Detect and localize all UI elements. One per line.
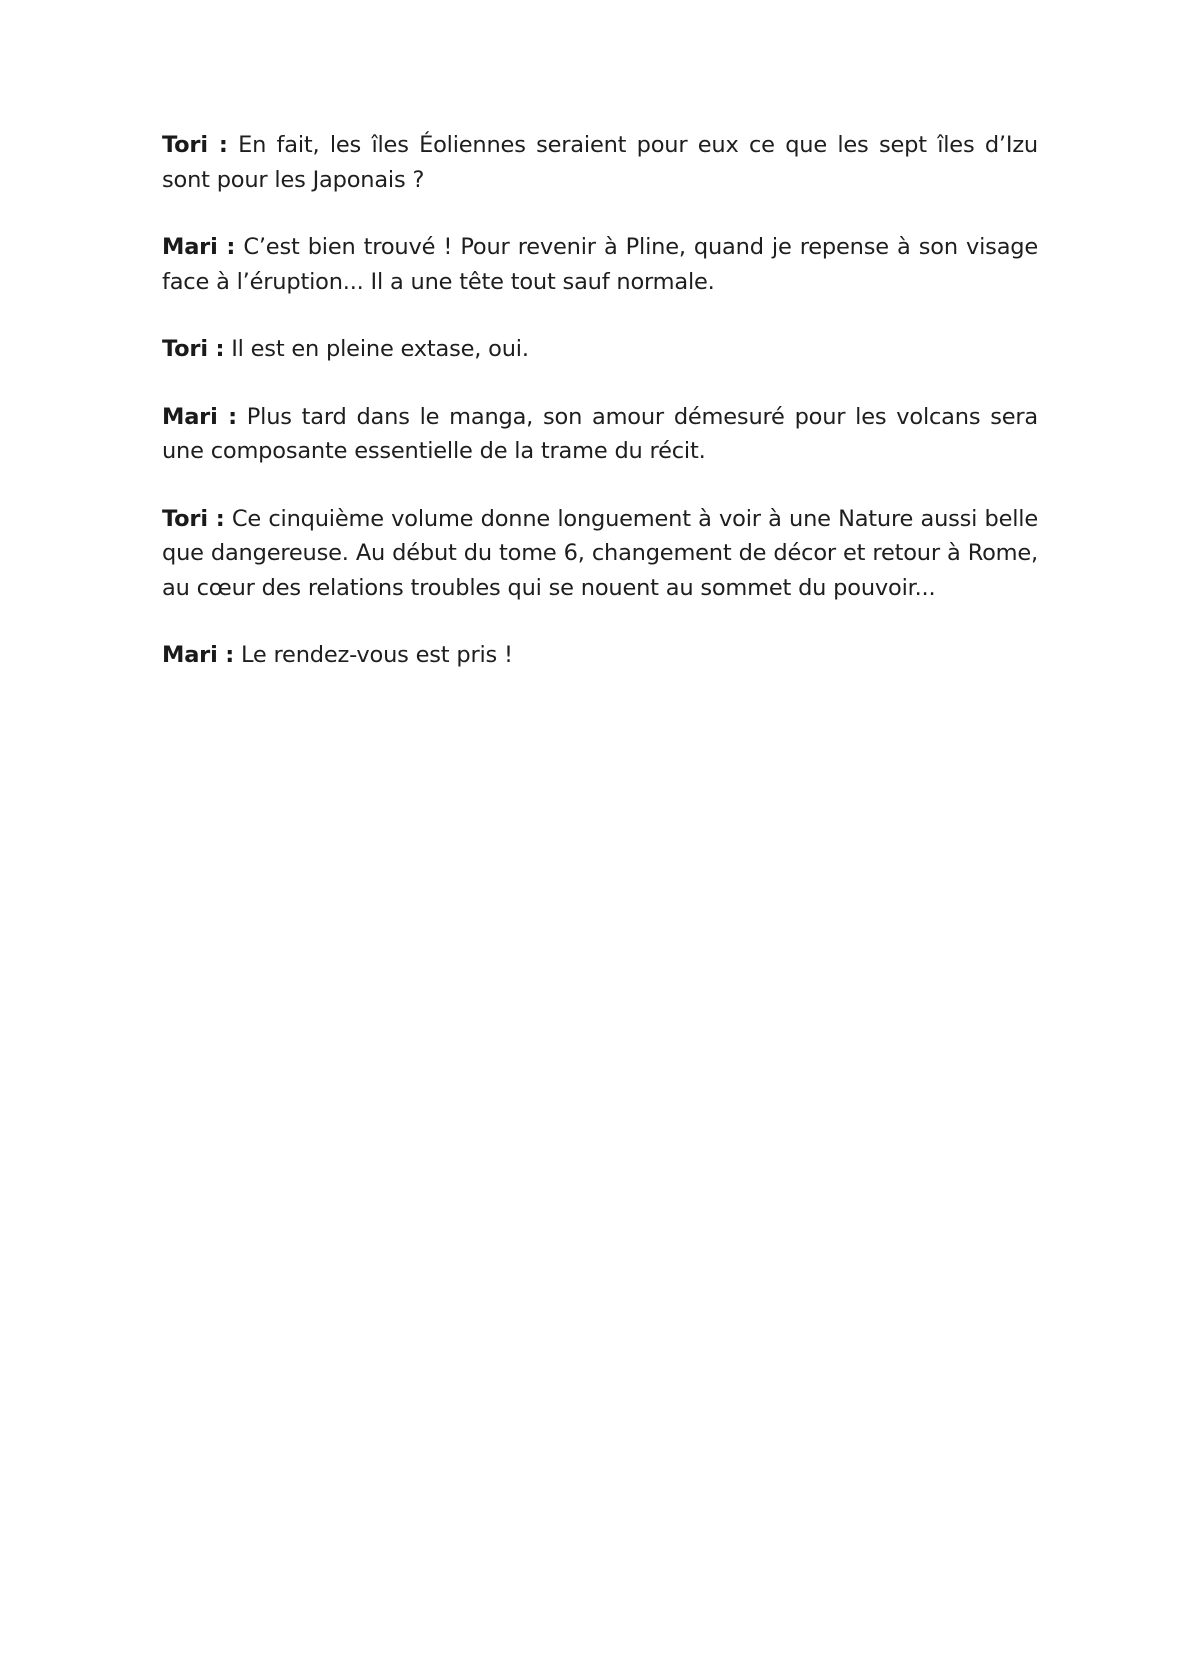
speaker-name: Mari : — [162, 642, 235, 668]
dialogue-line — [162, 230, 1038, 299]
dialogue-text: Le rendez-vous est pris ! — [240, 642, 513, 668]
dialogue-line — [162, 400, 1038, 469]
dialogue-line — [162, 332, 1038, 367]
speaker-name: Tori : — [162, 505, 225, 532]
dialogue-text: Il est en pleine extase, oui. — [231, 336, 529, 362]
speaker-name: Tori : — [162, 132, 228, 158]
dialogue-transcript — [162, 128, 1038, 706]
dialogue-line — [162, 502, 1038, 606]
dialogue-text: Plus tard dans le manga, son amour démesuré pour les volcans sera une composante essentielle de la trame du récit. — [162, 403, 1038, 464]
dialogue-line — [162, 128, 1038, 197]
dialogue-text: Ce cinquième volume donne longuement à voir à une Nature aussi belle que dangereuse. Au début du tome 6, changement de décor et retour à Rome, au cœur des relations troubles qui se nouent au sommet du pouvoir... — [162, 505, 1038, 601]
dialogue-line — [162, 638, 1038, 673]
speaker-name: Mari : — [162, 234, 236, 260]
speaker-name: Mari : — [162, 403, 237, 430]
dialogue-text: C’est bien trouvé ! Pour revenir à Pline, quand je repense à son visage face à l’éruption... Il a une tête tout sauf normale. — [162, 234, 1039, 295]
speaker-name: Tori : — [162, 336, 225, 362]
dialogue-text: En fait, les îles Éoliennes seraient pour eux ce que les sept îles d’Izu sont pour les Japonais ? — [162, 132, 1038, 193]
